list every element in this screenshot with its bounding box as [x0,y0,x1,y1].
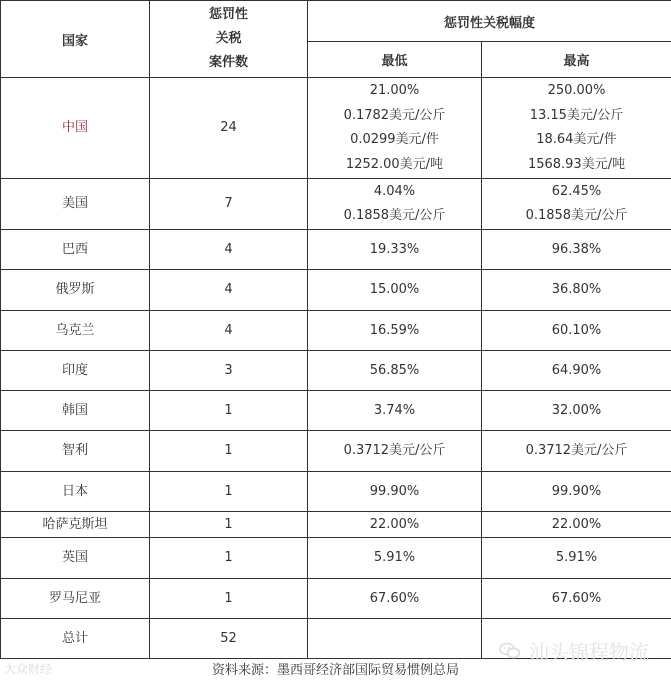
watermark-right [499,636,649,665]
count-cell: 1 [150,391,308,431]
min-value: 0.1782美元/公斤 [343,107,446,123]
max-value: 62.45% [551,183,602,199]
max-cell [482,179,671,230]
min-value: 0.1858美元/公斤 [343,208,446,223]
count-cell: 7 [150,179,308,230]
table-row [1,311,671,351]
max-cell: 67.60% [482,579,671,619]
min-cell: 56.85% [308,351,482,391]
header-country: 国家 [1,1,150,78]
table-row [1,472,671,512]
country-cell: 智利 [1,431,150,472]
country-cell: 俄罗斯 [1,270,150,311]
watermark-left: 大众财经 [4,662,53,676]
source-note: 资料来源：墨西哥经济部国际贸易惯例总局 [211,663,459,678]
table-row [1,78,671,179]
wechat-icon [499,642,521,660]
count-cell: 1 [150,512,308,538]
min-value: 21.00% [369,83,420,98]
watermark-right-text: 汕头锦程物流 [529,640,649,664]
count-cell: 4 [150,230,308,270]
count-cell: 1 [150,431,308,472]
total-label: 总计 [1,619,150,659]
min-value: 4.04% [373,183,416,199]
max-value: 250.00% [547,83,606,98]
country-cell: 英国 [1,538,150,579]
min-cell: 3.74% [308,391,482,431]
min-cell: 16.59% [308,311,482,351]
max-cell: 0.3712美元/公斤 [482,431,671,472]
min-value: 1252.00美元/吨 [345,156,444,172]
count-cell: 24 [150,78,308,179]
country-cell: 乌克兰 [1,311,150,351]
min-cell: 22.00% [308,512,482,538]
max-cell: 99.90% [482,472,671,512]
min-cell: 0.3712美元/公斤 [308,431,482,472]
table-row [1,391,671,431]
count-cell: 3 [150,351,308,391]
country-cell: 中国 [1,78,150,179]
country-cell: 罗马尼亚 [1,579,150,619]
country-cell: 巴西 [1,230,150,270]
max-cell: 5.91% [482,538,671,579]
max-value: 13.15美元/公斤 [529,107,624,123]
header-count-line-2: 关税 [215,31,242,46]
min-value: 0.0299美元/件 [350,132,439,147]
max-cell: 22.00% [482,512,671,538]
min-cell: 19.33% [308,230,482,270]
header-max: 最高 [482,42,671,78]
header-count-line-1: 惩罚性 [208,7,248,22]
min-cell: 67.60% [308,579,482,619]
total-count: 52 [150,619,308,659]
header-range: 惩罚性关税幅度 [308,1,671,42]
min-cell [308,179,482,230]
max-cell: 36.80% [482,270,671,311]
header-count-line-3: 案件数 [208,55,248,70]
table-row [1,270,671,311]
max-cell: 64.90% [482,351,671,391]
country-cell: 日本 [1,472,150,512]
count-cell: 4 [150,270,308,311]
min-cell: 99.90% [308,472,482,512]
count-cell: 4 [150,311,308,351]
max-cell: 60.10% [482,311,671,351]
header-case-count [150,1,308,78]
max-cell [482,78,671,179]
min-cell [308,78,482,179]
count-cell: 1 [150,472,308,512]
min-cell: 15.00% [308,270,482,311]
count-cell: 1 [150,538,308,579]
country-cell: 印度 [1,351,150,391]
table-row [1,431,671,472]
country-cell: 哈萨克斯坦 [1,512,150,538]
max-cell: 32.00% [482,391,671,431]
header-min: 最低 [308,42,482,78]
max-value: 18.64美元/件 [536,132,617,147]
table-row [1,538,671,579]
table-row [1,579,671,619]
table-row [1,512,671,538]
empty-cell [308,619,482,659]
max-cell: 96.38% [482,230,671,270]
count-cell: 1 [150,579,308,619]
table-row [1,230,671,270]
country-cell: 韩国 [1,391,150,431]
min-cell: 5.91% [308,538,482,579]
max-value: 0.1858美元/公斤 [525,208,628,223]
country-cell: 美国 [1,179,150,230]
table-row [1,179,671,230]
table-row [1,351,671,391]
max-value: 1568.93美元/吨 [527,156,626,172]
